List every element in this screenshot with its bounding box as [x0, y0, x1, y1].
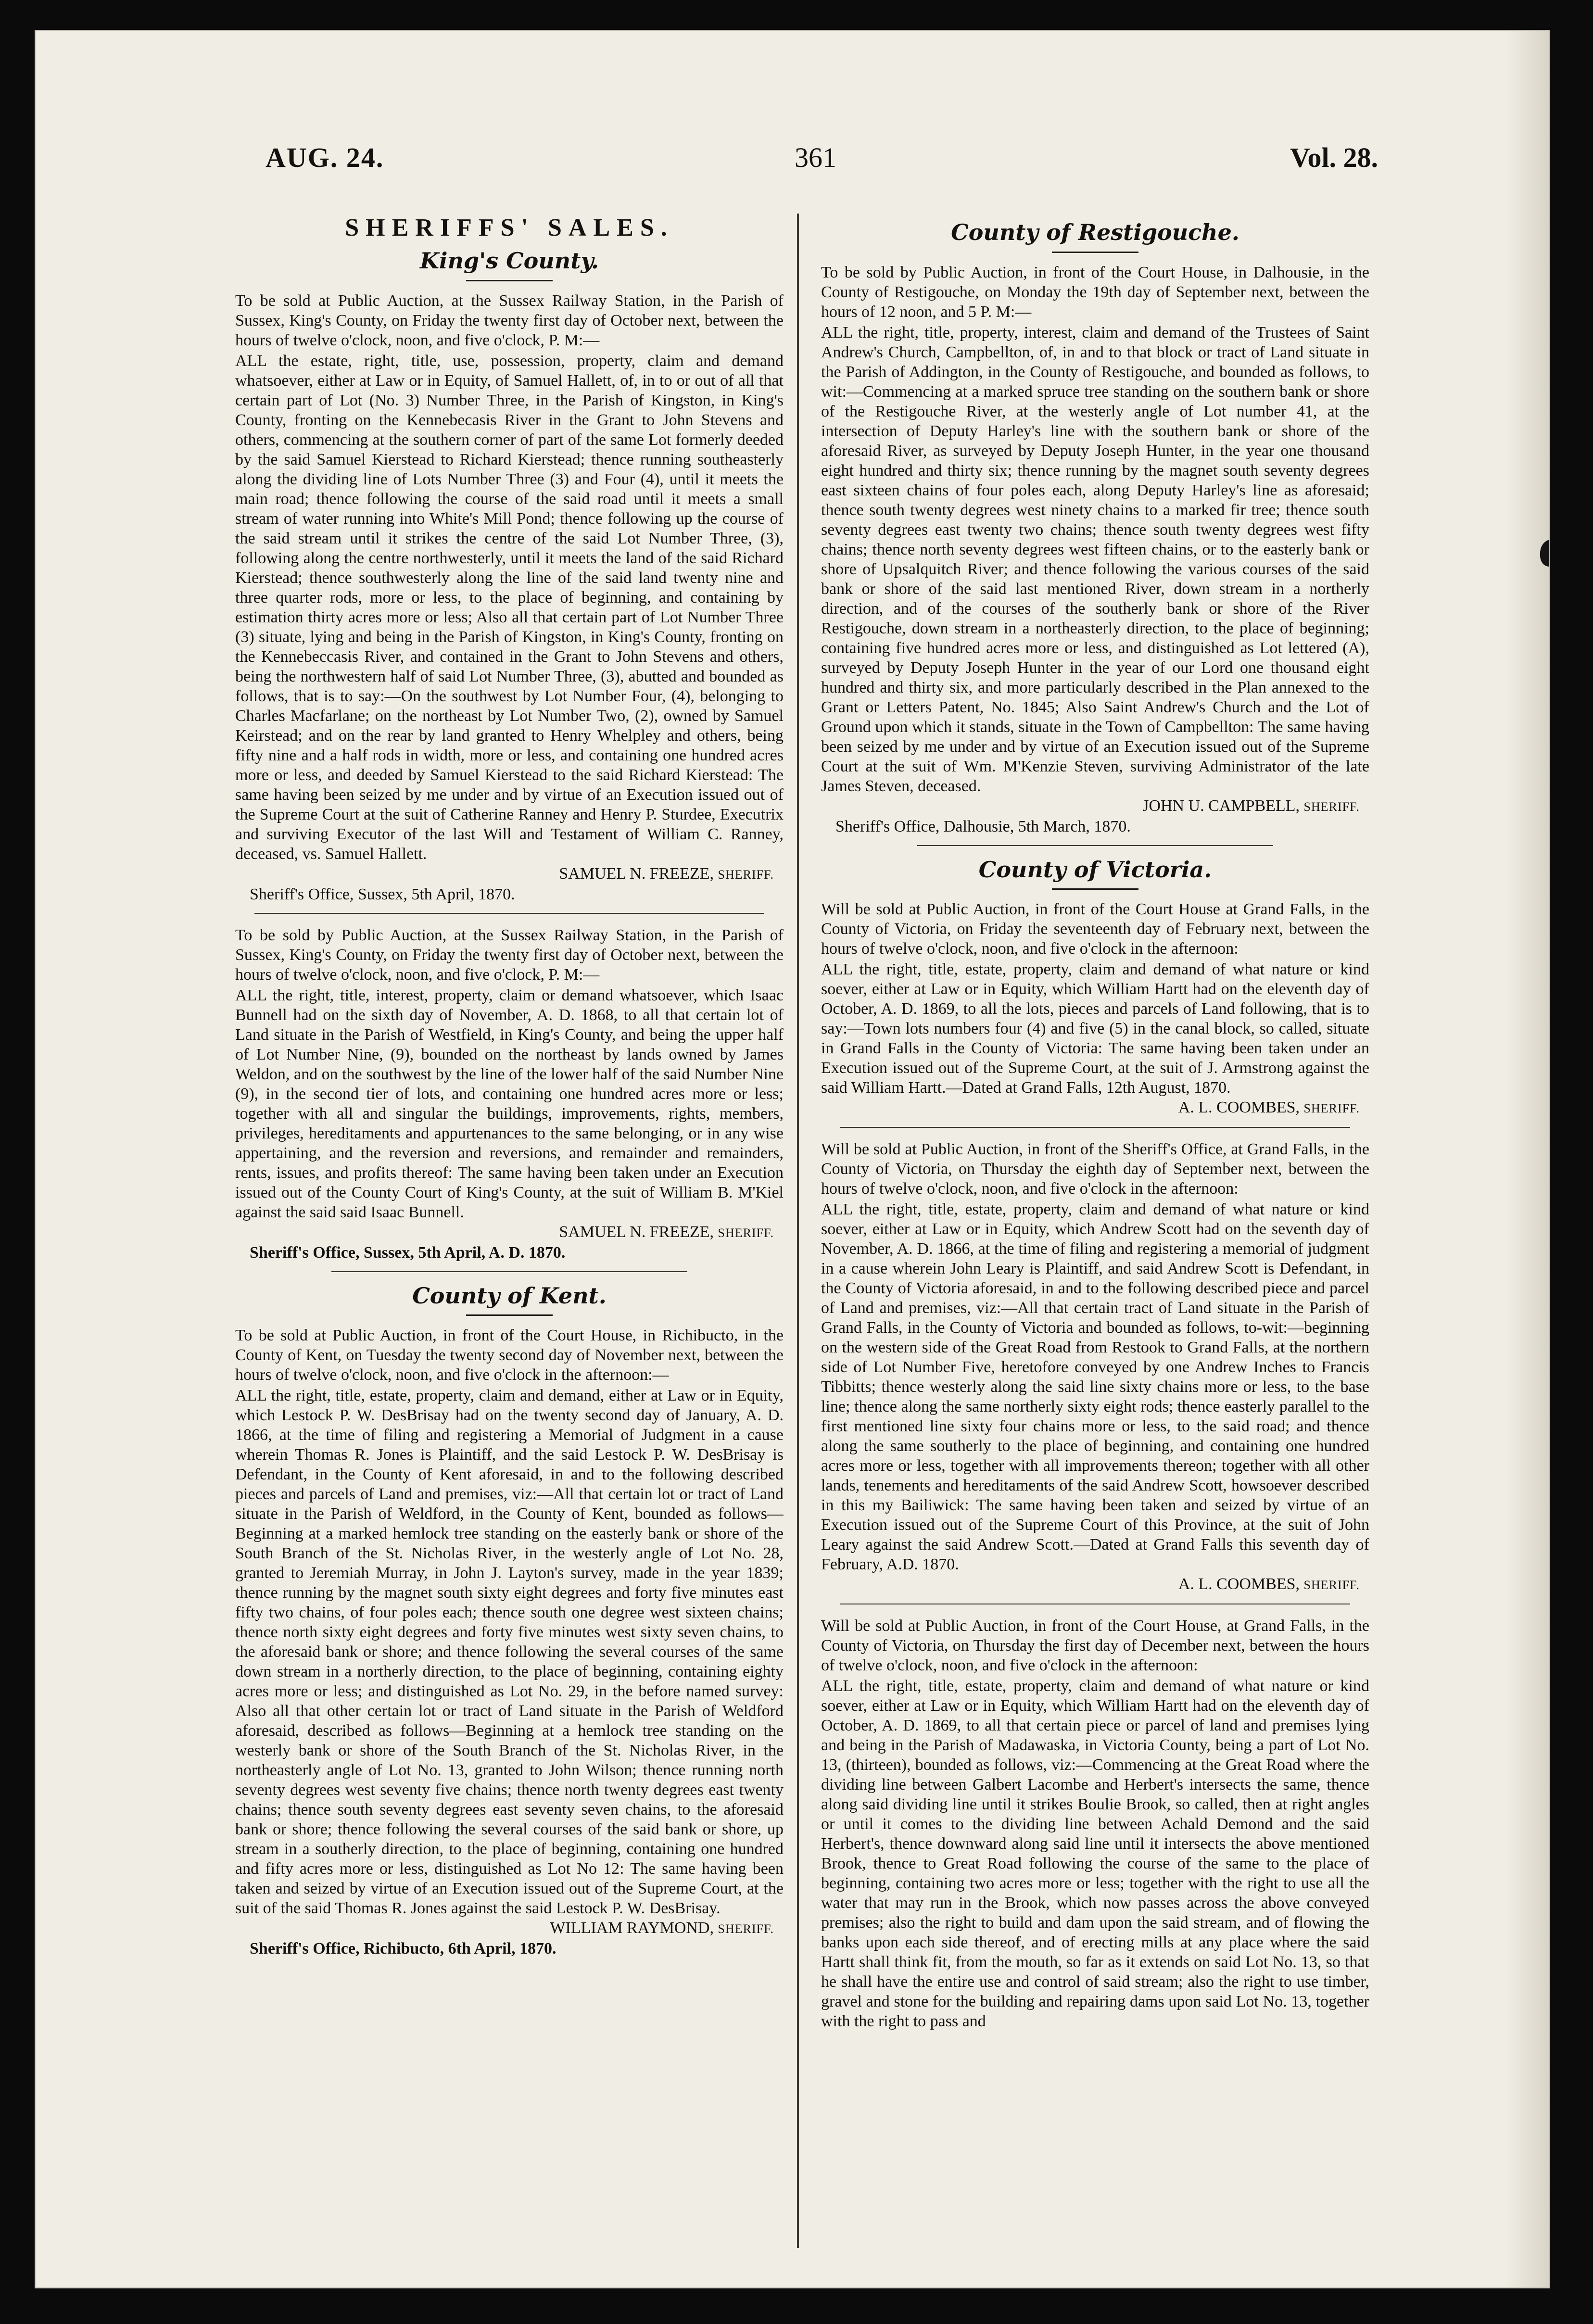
sheriff-signature	[821, 796, 1369, 817]
sheriff-signature	[821, 1574, 1369, 1595]
sheriff-name: WILLIAM RAYMOND,	[550, 1919, 714, 1937]
notice-victoria-2	[821, 1139, 1369, 1595]
notice-body: ALL the right, title, estate, property, claim and demand, either at Law or in Equity, which Lestock P. W. DesBrisay had on the twenty second day of January, A. D. 1866, at the time of filing and registering a Memorial of Judgment in a cause wherein Thomas R. Jones is Plaintiff, and the said Lestock P. W. DesBrisay is Defendant, in the County of Kent aforesaid, in and to the following described pieces and parcels of Land and premises, viz:—All that certain lot or tract of Land situate in the Parish of Weldford, in the County of Kent, bounded as follows—Beginning at a marked hemlock tree standing on the easterly bank or shore of the South Branch of the St. Nicholas River, in the westerly angle of Lot No. 28, granted to Jeremiah Murray, in John J. Layton's survey, made in the year 1839; thence running by the magnet south sixty eight degrees and forty five minutes east fifty two chains, of four poles each; thence south one degree west sixteen chains; thence north sixty eight degrees and forty five minutes west sixty seven chains, to the aforesaid bank or shore; and thence following the several courses of the same down stream in a northerly direction, to the place of beginning, containing eighty acres more or less; and distinguished as Lot No. 29, in the before named survey: Also all that other certain lot or tract of Land situate in the Parish of Weldford aforesaid, described as follows—Beginning at a hemlock tree standing on the westerly bank or shore of the South Branch of the St. Nicholas River, in the northeasterly angle of Lot No. 13, granted to John Wilson; thence running north seventy degrees west seventy five chains; thence north twenty degrees east twenty chains; thence south seventy degrees east seventy seven chains, to the aforesaid bank or shore; thence following the several courses of the said bank or shore, up stream in a southerly direction, to the place of beginning, containing one hundred and fifty acres more or less, distinguished as Lot No 12: The same having been taken and seized by virtue of an Execution issued out of the Supreme Court, at the suit of the said Thomas R. Jones against the said Lestock P. W. DesBrisay.	[235, 1387, 784, 1918]
sheriff-signature	[235, 1918, 784, 1939]
sheriff-name: A. L. COOMBES,	[1178, 1099, 1300, 1117]
notice-intro: To be sold by Public Auction, in front of the Court House, in Dalhousie, in the County of Restigouche, on Monday the 19th day of September next, between the hours of 12 noon, and 5 P. M:—	[821, 263, 1369, 321]
sheriff-office-date: Sheriff's Office, Sussex, 5th April, 1870.	[250, 885, 515, 903]
heading-rule	[466, 280, 553, 281]
notice-separator	[254, 913, 764, 914]
sheriff-name: SAMUEL N. FREEZE,	[559, 1223, 714, 1241]
sheriff-name: A. L. COOMBES,	[1178, 1575, 1300, 1593]
notice-body: ALL the right, title, property, interest, claim and demand of the Trustees of Saint Andrew's Church, Campbellton, of, in and to that block or tract of Land situate in the Parish of Addington, in the County of Restigouche, and bounded as follows, to wit:—Commencing at a marked spruce tree standing on the southern bank or shore of the Restigouche River, at the westerly angle of Lot number 41, at the intersection of Deputy Harley's line with the southern bank or shore of the aforesaid River, as surveyed by Deputy Joseph Hunter, in the year one thousand eight hundred and thirty six; thence running by the magnet south seventy degrees east sixteen chains of four poles each, along Deputy Harley's line as aforesaid; thence south twenty degrees west ninety chains to a marked fir tree; thence south seventy degrees east twenty two chains; thence south twenty degrees west fifty chains; thence north seventy degrees west fifteen chains, or to the easterly bank or shore of Upsalquitch River; and thence following the various courses of the said bank or shore of the said last mentioned River, down stream in a northerly direction, and of the courses of the southerly bank or shore of the River Restigouche, down stream in a northeasterly direction, to the place of beginning; containing five hundred acres more or less, and distinguished as Lot lettered (A), surveyed by Deputy Joseph Hunter in the year of our Lord one thousand eight hundred and thirty six, and more particularly described in the Plan annexed to the Grant or Letters Patent, No. 1845; Also Saint Andrew's Church and the Lot of Ground upon which it stands, situate in the Town of Campbellton: The same having been seized by me under and by virtue of an Execution issued out of the Supreme Court at the suit of Wm. M'Kenzie Steven, surviving Administrator of the late James Steven, deceased.	[821, 323, 1369, 795]
notice-separator	[331, 1271, 687, 1272]
newspaper-page	[35, 30, 1550, 2288]
left-column	[235, 214, 784, 2267]
notice-intro: Will be sold at Public Auction, in front of the Court House, at Grand Falls, in the County of Victoria, on Thursday the first day of December next, between the hours of twelve o'clock, noon, and five o'clock in the afternoon:	[821, 1617, 1369, 1675]
sheriff-signature	[821, 1098, 1369, 1118]
notice-intro: Will be sold at Public Auction, in front of the Court House at Grand Falls, in the County of Victoria, on Friday the seventeenth day of February next, between the hours of twelve o'clock, noon, and five o'clock in the afternoon:	[821, 900, 1369, 958]
heading-rule	[466, 1314, 553, 1316]
notice-body: ALL the right, title, estate, property, claim and demand of what nature or kind soever, either at Law or in Equity, which William Hartt had on the eleventh day of October, A. D. 1869, to all the lots, pieces and parcels of Land following, that is to say:—Town lots numbers four (4) and five (5) in the canal block, so called, situate in Grand Falls in the County of Victoria: The same having been taken under an Execution issued out of the Supreme Court, at the suit of J. Armstrong against the said William Hartt.—Dated at Grand Falls, 12th August, 1870.	[821, 960, 1369, 1097]
notice-body: ALL the right, title, estate, property, claim and demand of what nature or kind soever, either at Law or in Equity, which William Hartt had on the eleventh day of October, A. D. 1869, to all that certain piece or parcel of land and premises lying and being in the Parish of Madawaska, in Victoria County, being a part of Lot No. 13, (thirteen), bounded as follows, viz:—Commencing at the Great Road where the dividing line between Galbert Lacombe and Herbert's intersects the same, thence along said dividing line until it strikes Boulie Brook, so called, then at right angles or until it comes to the dividing line between Achald Demond and the said Herbert's, thence downward along said line until it intersects the above mentioned Brook, thence to Great Road following the course of the same to the place of beginning, containing two acres more or less; together with the right to use all the water that may run in the Brook, which now passes across the above conveyed premises; also the right to build and dam upon the said stream, and of flowing the banks upon each side thereof, and of erecting mills at any place where the said Hartt shall think fit, from the mouth, so far as it extends on said Lot No. 13, so that he shall have the entire use and control of said stream; also the right to use timber, gravel and stone for the building and repairing dams upon said Lot No. 13, together with the right to pass and	[821, 1677, 1369, 2031]
sheriff-signature	[235, 1222, 784, 1243]
sheriff-office-date: Sheriff's Office, Sussex, 5th April, A. D. 1870.	[250, 1243, 566, 1262]
notice-separator	[917, 845, 1273, 846]
page-header	[36, 141, 1549, 188]
notice-victoria-3	[821, 1616, 1369, 2031]
sheriff-title: SHERIFF.	[718, 1922, 774, 1936]
section-title: SHERIFFS' SALES.	[345, 214, 674, 241]
page-edge-shadow	[1505, 31, 1549, 2287]
sheriff-office-date: Sheriff's Office, Richibucto, 6th April, 1870.	[250, 1940, 556, 1958]
volume-number: Vol. 28.	[1290, 142, 1378, 173]
notice-victoria-1	[821, 899, 1369, 1118]
sheriff-title: SHERIFF.	[718, 867, 774, 882]
sheriff-name: SAMUEL N. FREEZE,	[559, 864, 714, 883]
notice-separator	[840, 1127, 1350, 1128]
sheriff-title: SHERIFF.	[1303, 799, 1360, 814]
county-heading-victoria: County of Victoria.	[978, 856, 1212, 883]
notice-intro: Will be sold at Public Auction, in front of the Sheriff's Office, at Grand Falls, in the County of Victoria, on Thursday the eighth day of September next, between the hours of twelve o'clock, noon, and five o'clock in the afternoon:	[821, 1140, 1369, 1198]
county-heading-kent: County of Kent.	[412, 1282, 607, 1309]
heading-rule	[1052, 888, 1138, 890]
sheriff-signature	[235, 864, 784, 884]
notice-intro: To be sold at Public Auction, in front of the Court House, in Richibucto, in the County of Kent, on Tuesday the twenty second day of November next, between the hours of twelve o'clock, noon, and five o'clock in the afternoon:—	[235, 1326, 784, 1384]
notice-body: ALL the estate, right, title, use, possession, property, claim and demand whatsoever, either at Law or in Equity, of Samuel Hallett, of, in to or out of all that certain part of Lot (No. 3) Number Three, in the Parish of Kingston, in King's County, fronting on the Kennebecasis River in the Grant to John Stevens and others, commencing at the southern corner of part of the same Lot formerly deeded by the said Samuel Kierstead to Richard Kierstead; thence running southeasterly along the dividing line of Lots Number Three (3) and Four (4), until it meets the main road; thence following the course of the said road until it meets a small stream of water running into White's Mill Pond; thence following up the course of the said stream until it strikes the centre of the said Lot Number Three, (3), following along the centre northwesterly, until it meets the land of the said Richard Kierstead; thence southwesterly along the line of the said land twenty nine and three quarter rods, more or less, to the place of beginning, and containing by estimation thirty acres more or less; Also all that certain part of Lot Number Three (3) situate, lying and being in the Parish of Kingston, in King's County, fronting on the Kennebeccasis River, and contained in the Grant to John Stevens and others, being the northwestern half of said Lot Number Three, (3), abutted and bounded as follows, that is to say:—On the southwest by Lot Number Four, (4), belonging to Charles Macfarlane; on the northeast by Lot Number Two, (2), owned by Samuel Keirstead; and on the rear by land granted to Henry Whelpley and others, being fifty nine and a half rods in width, more or less, and containing one hundred acres more or less, and deeded by Samuel Kierstead to the said Richard Kierstead: The same having been seized by me under and by virtue of an Execution issued out of the Supreme Court at the suit of Catherine Ranney and Henry P. Sturdee, Executrix and surviving Executor of the last Will and Testament of William C. Ranney, deceased, vs. Samuel Hallett.	[235, 352, 784, 863]
sheriff-title: SHERIFF.	[718, 1225, 774, 1240]
notice-intro: To be sold by Public Auction, at the Sussex Railway Station, in the Parish of Sussex, King's County, on Friday the twenty first day of October next, between the hours of twelve o'clock, noon, and five o'clock, P. M:—	[235, 926, 784, 984]
notice-kent	[235, 1326, 784, 1958]
sheriff-title: SHERIFF.	[1303, 1101, 1360, 1116]
issue-date: AUG. 24.	[266, 142, 384, 173]
notice-restigouche	[821, 263, 1369, 836]
notice-body: ALL the right, title, estate, property, claim and demand of what nature or kind soever, either at Law or in Equity, which Andrew Scott had on the seventh day of November, A. D. 1866, at the time of filing and registering a memorial of judgment in a cause wherein John Leary is Plaintiff, and said Andrew Scott is Defendant, in the County of Victoria aforesaid, in and to the following described piece and parcel of Land and premises, viz:—All that certain tract of Land situate in the Parish of Grand Falls, in the County of Victoria and bounded as follows, to-wit:—beginning on the western side of the Great Road from Restook to Grand Falls, at the northern side of Lot Number Five, heretofore conveyed by one Andrew Inches to Francis Tibbitts; thence westerly along the said line sixty chains more or less, to the base line; thence along the same northerly sixty eight rods; thence easterly parallel to the first mentioned line sixty four chains more or less, to the said road; and thence along the same southerly to the place of beginning, and containing one hundred acres more or less, together with all improvements thereon; together with all other lands, tenements and hereditaments of the said Andrew Scott, howsoever described in this my Bailiwick: The same having been taken and seized by virtue of an Execution issued out of the Supreme Court of this Province, at the suit of John Leary against the said Andrew Scott.—Dated at Grand Falls this seventh day of February, A.D. 1870.	[821, 1200, 1369, 1574]
column-divider	[797, 214, 799, 2248]
page-number: 361	[795, 142, 836, 173]
county-heading-kings: King's County.	[420, 248, 599, 274]
notice-kings-1	[235, 291, 784, 904]
county-heading-restigouche: County of Restigouche.	[951, 219, 1239, 245]
heading-rule	[1052, 252, 1138, 253]
notice-body: ALL the right, title, interest, property, claim or demand whatsoever, which Isaac Bunnell had on the sixth day of November, A. D. 1868, to all that certain lot of Land situate in the Parish of Westfield, in King's County, and being the upper half of Lot Number Nine, (9), bounded on the northeast by lands owned by James Weldon, and on the southwest by the line of the lower half of the said Number Nine (9), in the second tier of lots, and containing one hundred acres more or less; together with all and singular the buildings, improvements, rights, members, privileges, hereditaments and appurtenances to the same belonging, or in any wise appertaining, and the reversion and reversions, and remainder and remainders, rents, issues, and profits thereof: The same having been taken under an Execution issued out of the County Court of King's County, at the suit of William B. M'Kiel against the said said Isaac Bunnell.	[235, 986, 784, 1221]
notice-intro: To be sold at Public Auction, at the Sussex Railway Station, in the Parish of Sussex, King's County, on Friday the twenty first day of October next, between the hours of twelve o'clock, noon, and five o'clock, P. M:—	[235, 291, 784, 349]
sheriff-office-date: Sheriff's Office, Dalhousie, 5th March, 1870.	[835, 817, 1131, 835]
notice-kings-2	[235, 925, 784, 1263]
sheriff-title: SHERIFF.	[1303, 1578, 1360, 1592]
right-column	[821, 214, 1369, 2267]
sheriff-name: JOHN U. CAMPBELL,	[1142, 796, 1300, 815]
